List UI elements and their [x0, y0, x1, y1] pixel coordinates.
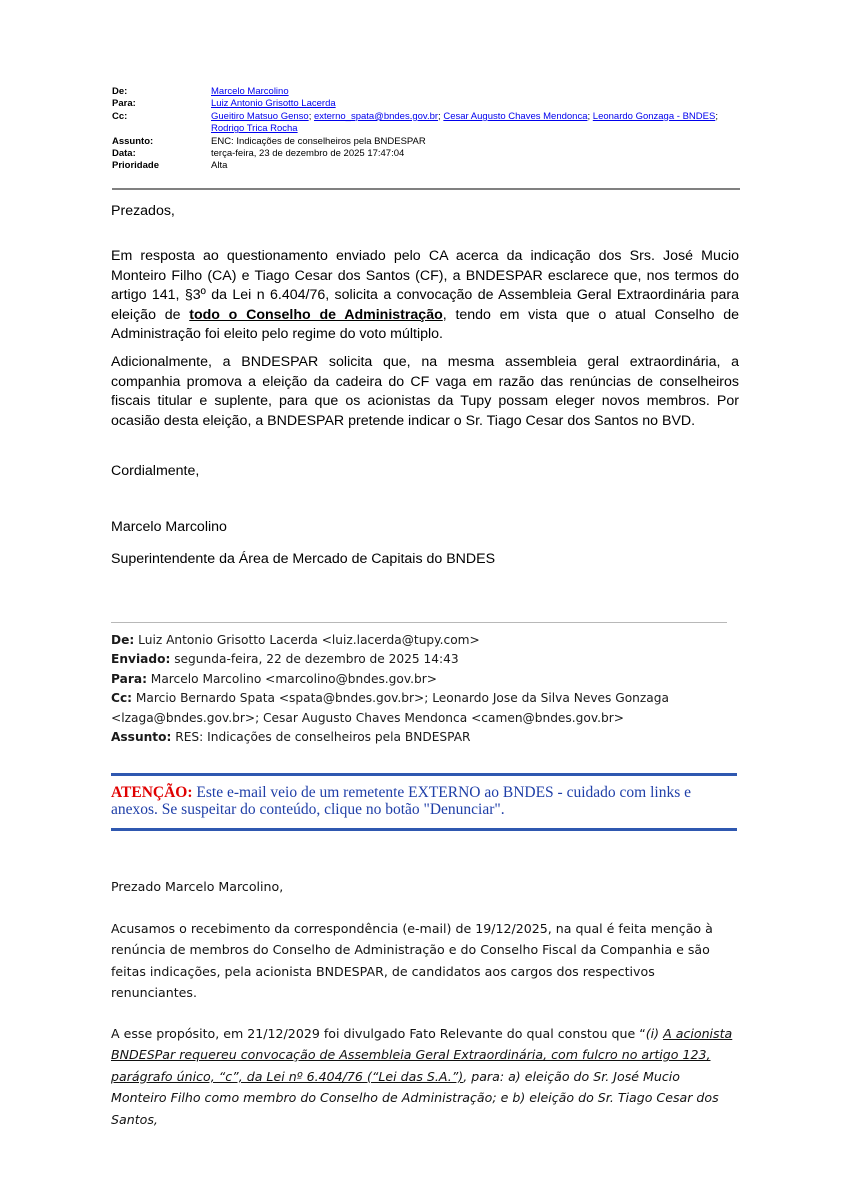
reply-paragraph-2-quote-end: , para: a) eleição do Sr. José Mucio Monteiro Filho como membro do Conselho de Administração; e b) eleição do Sr. Tiago Cesar dos Santos, [111, 1068, 719, 1127]
forwarded-sent [111, 650, 739, 669]
cc-link-rocha[interactable]: Rodrigo Trica Rocha [211, 123, 298, 135]
reply-paragraph-1: Acusamos o recebimento da correspondência (e-mail) de 19/12/2025, na qual é feita menção à renúncia de membros do Conselho de Administração e do Conselho Fiscal da Companhia e são feitas indicações, pela acionista BNDESPAR, de candidatos aos cargos dos respectivos renunciantes. [111, 921, 713, 1001]
header-row-cc [112, 111, 740, 136]
forwarded-from-label: De: [111, 633, 135, 647]
cc-link-gonzaga[interactable]: Leonardo Gonzaga - BNDES [592, 110, 716, 122]
closing: Cordialmente, [111, 463, 200, 479]
email-header [112, 86, 740, 173]
subject-label: Assunto: [112, 135, 154, 147]
reply-paragraph-2-item: (i) [645, 1026, 664, 1041]
header-row-subject [112, 136, 740, 148]
forwarded-subject [111, 728, 739, 747]
forwarded-cc-cont: <lzaga@bndes.gov.br>; Cesar Augusto Chaves Mendonca <camen@bndes.gov.br> [111, 710, 624, 725]
external-warning [111, 784, 731, 818]
forwarded-to-label: Para: [111, 671, 147, 686]
cc-separator: ; [715, 110, 718, 122]
from-link[interactable]: Marcelo Marcolino [211, 86, 289, 97]
date-value: terça-feira, 23 de dezembro de 2025 17:47:04 [211, 148, 405, 160]
warning-top-border [111, 773, 737, 776]
greeting: Prezados, [111, 203, 175, 219]
paragraph-1-text-end: , tendo em vista que o atual Conselho de Administração foi eleito pelo regime do voto múltiplo. [111, 306, 740, 343]
warning-bottom-border [111, 828, 737, 831]
cc-separator: ; [587, 110, 591, 122]
warning-label: ATENÇÃO: [111, 784, 193, 801]
forwarded-from-value: Luiz Antonio Grisotto Lacerda <luiz.lacerda@tupy.com> [134, 633, 480, 647]
cc-link-genso[interactable]: Gueitiro Matsuo Genso [211, 110, 309, 122]
reply-paragraph-2 [111, 1023, 739, 1130]
priority-label: Prioridade [112, 160, 159, 172]
header-row-priority [112, 160, 740, 172]
reply-paragraph-2-quote: A acionista BNDESPar requereu convocação de Assembleia Geral Extraordinária, com fulcro no artigo 123, parágrafo único, “c”, da Lei nº 6.404/76 (“Lei das S.A.”) [111, 1026, 733, 1084]
forward-divider [111, 622, 727, 623]
subject-value: ENC: Indicações de conselheiros pela BNDESPAR [211, 135, 426, 147]
priority-value: Alta [211, 160, 228, 172]
cc-list [211, 111, 740, 136]
forwarded-cc-value-1: Marcio Bernardo Spata <spata@bndes.gov.br>; Leonardo Jose da Silva Neves Gonzaga [132, 691, 669, 706]
forwarded-from [111, 631, 739, 650]
forwarded-cc-label: Cc: [111, 691, 133, 706]
forwarded-subject-label: Assunto: [111, 730, 172, 745]
paragraph-1-text: Em resposta ao questionamento enviado pelo CA acerca da indicação dos Srs. José Mucio Monteiro Filho (CA) e Tiago Cesar dos Santos (CF), a BNDESPAR esclarece que, nos termos do artigo 141, §3º da Lei n 6.404/76, solicita a convocação de Assembleia Geral Extraordinária para eleição de [111, 248, 739, 323]
paragraph-2: Adicionalmente, a BNDESPAR solicita que, na mesma assembleia geral extraordinária, a companhia promova a eleição da cadeira do CF vaga em razão das renúncias de conselheiros fiscais titular e suplente, para que os acionistas da Tupy possam eleger novos membros. Por ocasião desta eleição, a BNDESPAR pretende indicar o Sr. Tiago Cesar dos Santos no BVD. [111, 354, 739, 429]
cc-link-spata[interactable]: externo_spata@bndes.gov.br [313, 110, 439, 122]
to-label: Para: [112, 98, 136, 110]
cc-label: Cc: [112, 110, 128, 122]
signature-name: Marcelo Marcolino [111, 519, 227, 535]
paragraph-1-emphasis: todo o Conselho de Administração [189, 306, 443, 323]
forwarded-to-value: Marcelo Marcolino <marcolino@bndes.gov.br> [146, 671, 437, 686]
signature-title: Superintendente da Área de Mercado de Capitais do BNDES [111, 551, 496, 567]
forwarded-sent-value: segunda-feira, 22 de dezembro de 2025 14:43 [170, 652, 459, 667]
warning-text: Este e-mail veio de um remetente EXTERNO ao BNDES - cuidado com links e anexos. Se suspeitar do conteúdo, clique no botão "Denunciar". [111, 784, 691, 819]
forwarded-subject-value: RES: Indicações de conselheiros pela BNDESPAR [171, 730, 471, 745]
header-row-to [112, 98, 740, 110]
date-label: Data: [112, 148, 136, 160]
header-row-from [112, 86, 740, 98]
header-divider [112, 188, 740, 190]
forwarded-to [111, 670, 739, 689]
cc-separator: ; [308, 110, 312, 122]
cc-separator: ; [438, 110, 441, 122]
forwarded-cc [111, 689, 739, 708]
reply-paragraph-2-text: A esse propósito, em 21/12/2029 foi divulgado Fato Relevante do qual constou que “ [111, 1026, 646, 1041]
paragraph-1 [111, 247, 739, 345]
from-label: De: [112, 86, 128, 97]
forwarded-sent-label: Enviado: [111, 652, 171, 667]
to-link[interactable]: Luiz Antonio Grisotto Lacerda [211, 98, 336, 110]
forwarded-header [111, 631, 739, 747]
cc-link-mendonca[interactable]: Cesar Augusto Chaves Mendonca [443, 110, 588, 122]
reply-greeting: Prezado Marcelo Marcolino, [111, 879, 284, 894]
header-row-date [112, 148, 740, 160]
